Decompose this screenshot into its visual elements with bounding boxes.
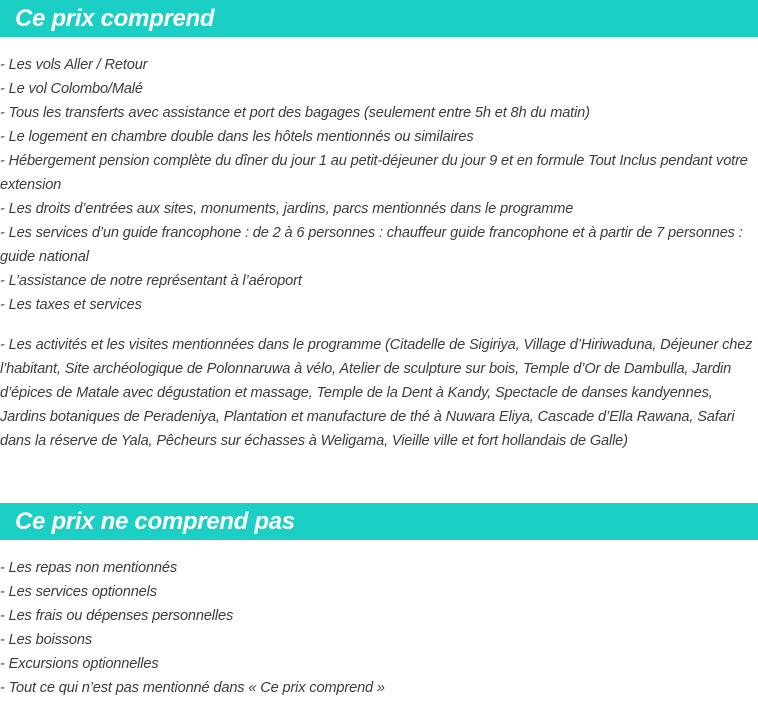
list-item: - Hébergement pension complète du dîner du jour 1 au petit-déjeuner du jour 9 et en formule Tout Inclus pendant votre extension: [0, 153, 748, 193]
list-item: - Les repas non mentionnés: [0, 560, 178, 576]
list-item: - Les vols Aller / Retour: [0, 57, 148, 73]
list-item: - Les taxes et services: [0, 297, 142, 313]
list-item: - Tout ce qui n’est pas mentionné dans « Ce prix comprend »: [0, 680, 385, 696]
activities-paragraph: - Les activités et les visites mentionnées dans le programme (Citadelle de Sigiriya, Village d’Hiriwaduna, Déjeuner chez l’habitant, Site archéologique de Polonnaruwa à vélo, Atelier de sculpture sur bois, Temple d’Or de Dambulla, Jardin d’épices de Matale avec dégustation et massage, Temple de la Dent à Kandy, Spectacle de danses kandyennes, Jardins botaniques de Peradeniya, Plantation et manufacture de thé à Nuwara Eliya, Cascade d’Ella Rawana, Safari dans la réserve de Yala, Pêcheurs sur échasses à Weligama, Vieille ville et fort hollandais de Galle): [0, 337, 753, 449]
list-item: - Les droits d’entrées aux sites, monuments, jardins, parcs mentionnés dans le programme: [0, 201, 574, 217]
list-item: - Les frais ou dépenses personnelles: [0, 608, 234, 624]
list-item: - Les boissons: [0, 632, 92, 648]
excludes-list: [0, 556, 758, 700]
list-item: - Le vol Colombo/Malé: [0, 81, 143, 97]
list-item: - Les services d’un guide francophone : de 2 à 6 personnes : chauffeur guide francophone et à partir de 7 personnes : guide national: [0, 225, 743, 265]
excludes-section-title: Ce prix ne comprend pas: [0, 503, 758, 540]
includes-section-title: Ce prix comprend: [0, 0, 758, 37]
list-item: - Les services optionnels: [0, 584, 157, 600]
list-item: - L’assistance de notre représentant à l’aéroport: [0, 273, 302, 289]
list-item: - Tous les transferts avec assistance et port des bagages (seulement entre 5h et 8h du matin): [0, 105, 590, 121]
list-item: - Excursions optionnelles: [0, 656, 159, 672]
list-item: - Le logement en chambre double dans les hôtels mentionnés ou similaires: [0, 129, 474, 145]
includes-list: [0, 53, 758, 317]
